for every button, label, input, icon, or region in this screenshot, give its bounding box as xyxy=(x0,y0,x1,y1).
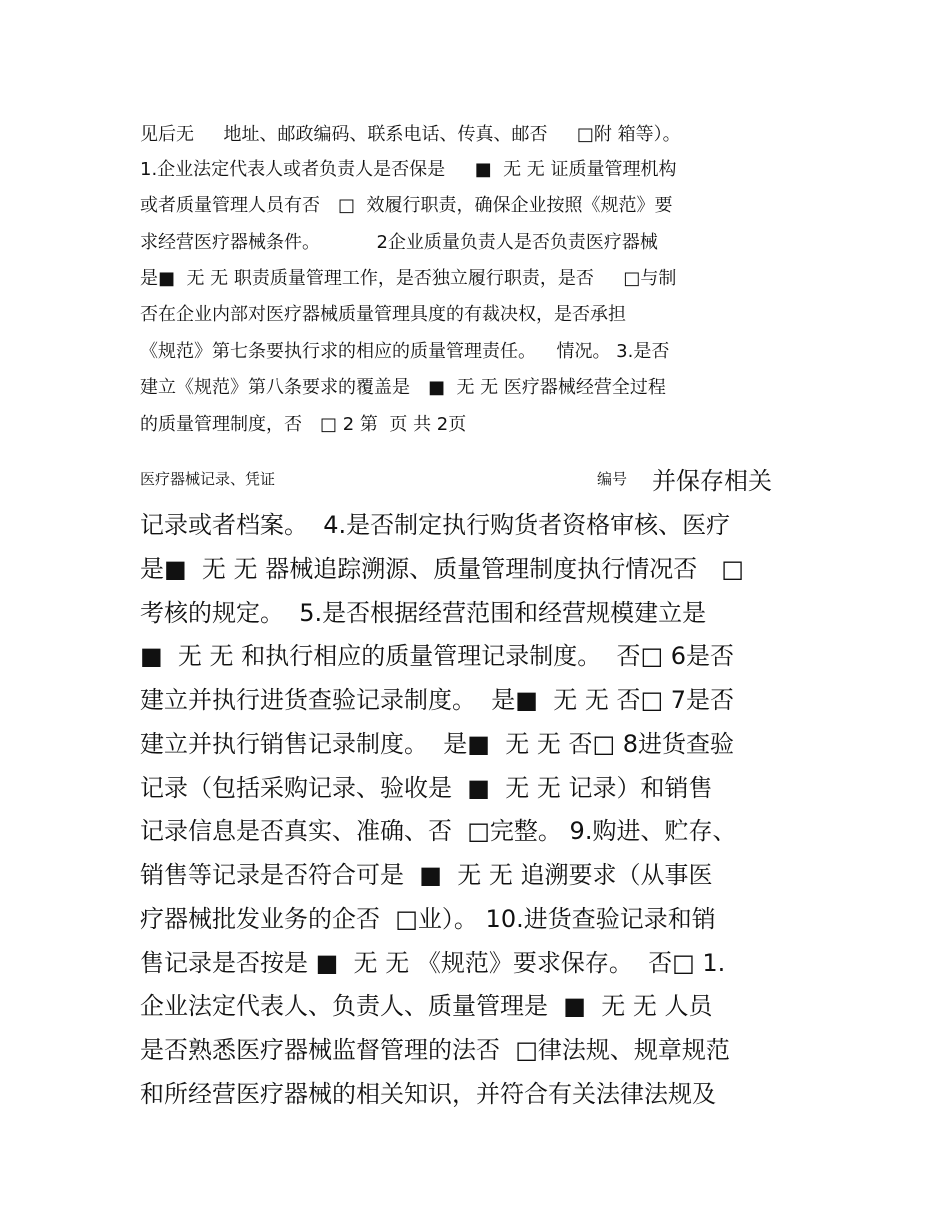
text-line: 是否熟悉医疗器械监督管理的法否 □律法规、规章规范 xyxy=(140,1036,730,1064)
text-line: ■ 无 无 和执行相应的质量管理记录制度。 否□ 6是否 xyxy=(140,642,735,670)
header-title: 医疗器械记录、凭证 xyxy=(140,470,276,488)
text-line: 企业法定代表人、负责人、质量管理是 ■ 无 无 人员 xyxy=(140,992,713,1020)
text-line: 1.企业法定代表人或者负责人是否保是 ■ 无 无 证质量管理机构 xyxy=(140,159,677,180)
text-line: 的质量管理制度，否 □ 2 第 页 共 2页 xyxy=(140,414,467,435)
header-text: 并保存相关 xyxy=(652,467,772,495)
text-line: 记录或者档案。 4.是否制定执行购货者资格审核、医疗 xyxy=(140,511,731,539)
text-line: 建立《规范》第八条要求的覆盖是 ■ 无 无 医疗器械经营全过程 xyxy=(140,377,666,398)
text-line: 考核的规定。 5.是否根据经营范围和经营规模建立是 xyxy=(140,599,707,627)
number-label: 编号 xyxy=(597,470,628,488)
text-line: 《规范》第七条要执行求的相应的质量管理责任。 情况。 3.是否 xyxy=(140,341,670,362)
text-line: 疗器械批发业务的企否 □业）。 10.进货查验记录和销 xyxy=(140,905,716,933)
text-line: 和所经营医疗器械的相关知识，并符合有关法律法规及 xyxy=(140,1080,716,1108)
text-line: 销售等记录是否符合可是 ■ 无 无 追溯要求（从事医 xyxy=(140,861,713,889)
text-line: 或者质量管理人员有否 □ 效履行职责，确保企业按照《规范》要 xyxy=(140,195,673,216)
text-line: 记录信息是否真实、准确、否 □完整。 9.购进、贮存、 xyxy=(140,817,737,845)
text-line: 求经营医疗器械条件。 2企业质量负责人是否负责医疗器械 xyxy=(140,232,658,253)
text-line: 是■ 无 无 职责质量管理工作，是否独立履行职责，是否 □与制 xyxy=(140,268,677,289)
text-line: 建立并执行进货查验记录制度。 是■ 无 无 否□ 7是否 xyxy=(140,686,735,714)
text-line: 记录（包括采购记录、验收是 ■ 无 无 记录）和销售 xyxy=(140,774,713,802)
text-line: 否在企业内部对医疗器械质量管理具度的有裁决权，是否承担 xyxy=(140,304,626,325)
text-line: 售记录是否按是 ■ 无 无 《规范》要求保存。 否□ 1. xyxy=(140,949,726,977)
text-line: 是■ 无 无 器械追踪溯源、质量管理制度执行情况否 □ xyxy=(140,555,744,583)
text-line: 见后无 地址、邮政编码、联系电话、传真、邮否 □附 箱等）。 xyxy=(140,124,681,145)
text-line: 建立并执行销售记录制度。 是■ 无 无 否□ 8进货查验 xyxy=(140,730,735,758)
